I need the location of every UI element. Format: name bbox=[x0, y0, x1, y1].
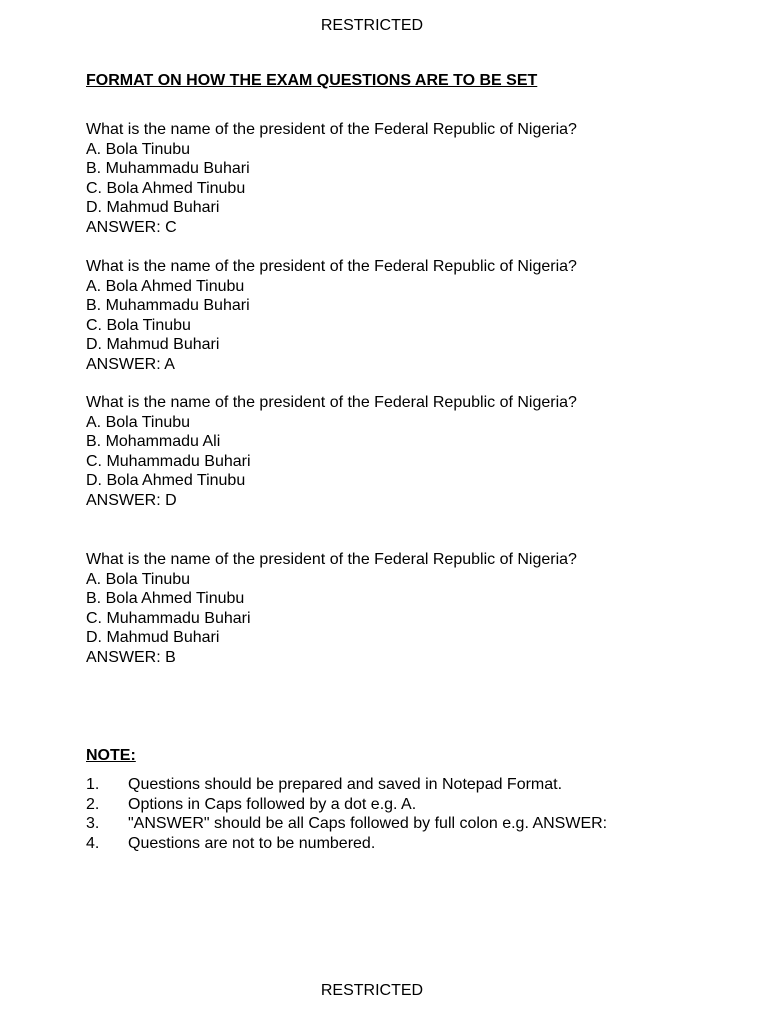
option-d: D. Bola Ahmed Tinubu bbox=[86, 472, 246, 489]
answer-line: ANSWER: B bbox=[86, 648, 176, 666]
option-d: D. Mahmud Buhari bbox=[86, 336, 220, 353]
note-text: "ANSWER" should be all Caps followed by full colon e.g. ANSWER: bbox=[128, 815, 608, 832]
note-number: 2. bbox=[86, 795, 100, 813]
option-b: B. Muhammadu Buhari bbox=[86, 160, 250, 177]
note-text: Questions are not to be numbered. bbox=[128, 834, 376, 852]
option-d: D. Mahmud Buhari bbox=[86, 199, 220, 216]
header-restricted-mark: RESTRICTED bbox=[320, 17, 424, 34]
question-text: What is the name of the president of the Federal Republic of Nigeria? bbox=[86, 121, 577, 138]
question-block bbox=[86, 393, 726, 510]
answer-line: ANSWER: C bbox=[86, 218, 177, 236]
note-text: Questions should be prepared and saved in Notepad Format. bbox=[128, 776, 563, 793]
option-c: C. Muhammadu Buhari bbox=[86, 609, 251, 627]
note-text: Options in Caps followed by a dot e.g. A. bbox=[128, 795, 417, 813]
option-a: A. Bola Tinubu bbox=[86, 413, 191, 431]
note-number: 4. bbox=[86, 834, 100, 852]
question-block bbox=[86, 120, 726, 237]
note-list bbox=[86, 775, 726, 853]
document-title: FORMAT ON HOW THE EXAM QUESTIONS ARE TO BE SET bbox=[86, 72, 538, 89]
question-text: What is the name of the president of the Federal Republic of Nigeria? bbox=[86, 551, 577, 568]
question-text: What is the name of the president of the Federal Republic of Nigeria? bbox=[86, 258, 577, 275]
note-item bbox=[86, 834, 726, 854]
note-number: 1. bbox=[86, 776, 100, 793]
question-block bbox=[86, 550, 726, 667]
note-item bbox=[86, 814, 726, 834]
note-heading: NOTE: bbox=[86, 747, 136, 764]
option-b: B. Mohammadu Ali bbox=[86, 433, 221, 450]
note-item bbox=[86, 775, 726, 795]
option-a: A. Bola Tinubu bbox=[86, 140, 191, 158]
note-number: 3. bbox=[86, 815, 100, 832]
option-a: A. Bola Ahmed Tinubu bbox=[86, 277, 245, 295]
question-block bbox=[86, 257, 726, 374]
footer-restricted-mark: RESTRICTED bbox=[320, 982, 424, 999]
option-a: A. Bola Tinubu bbox=[86, 570, 191, 588]
option-b: B. Muhammadu Buhari bbox=[86, 297, 250, 314]
option-c: C. Bola Ahmed Tinubu bbox=[86, 179, 246, 197]
question-text: What is the name of the president of the Federal Republic of Nigeria? bbox=[86, 394, 577, 411]
answer-line: ANSWER: A bbox=[86, 355, 175, 373]
option-c: C. Muhammadu Buhari bbox=[86, 452, 251, 470]
option-d: D. Mahmud Buhari bbox=[86, 629, 220, 646]
note-item bbox=[86, 795, 726, 815]
option-b: B. Bola Ahmed Tinubu bbox=[86, 590, 245, 607]
option-c: C. Bola Tinubu bbox=[86, 316, 191, 334]
answer-line: ANSWER: D bbox=[86, 491, 177, 509]
